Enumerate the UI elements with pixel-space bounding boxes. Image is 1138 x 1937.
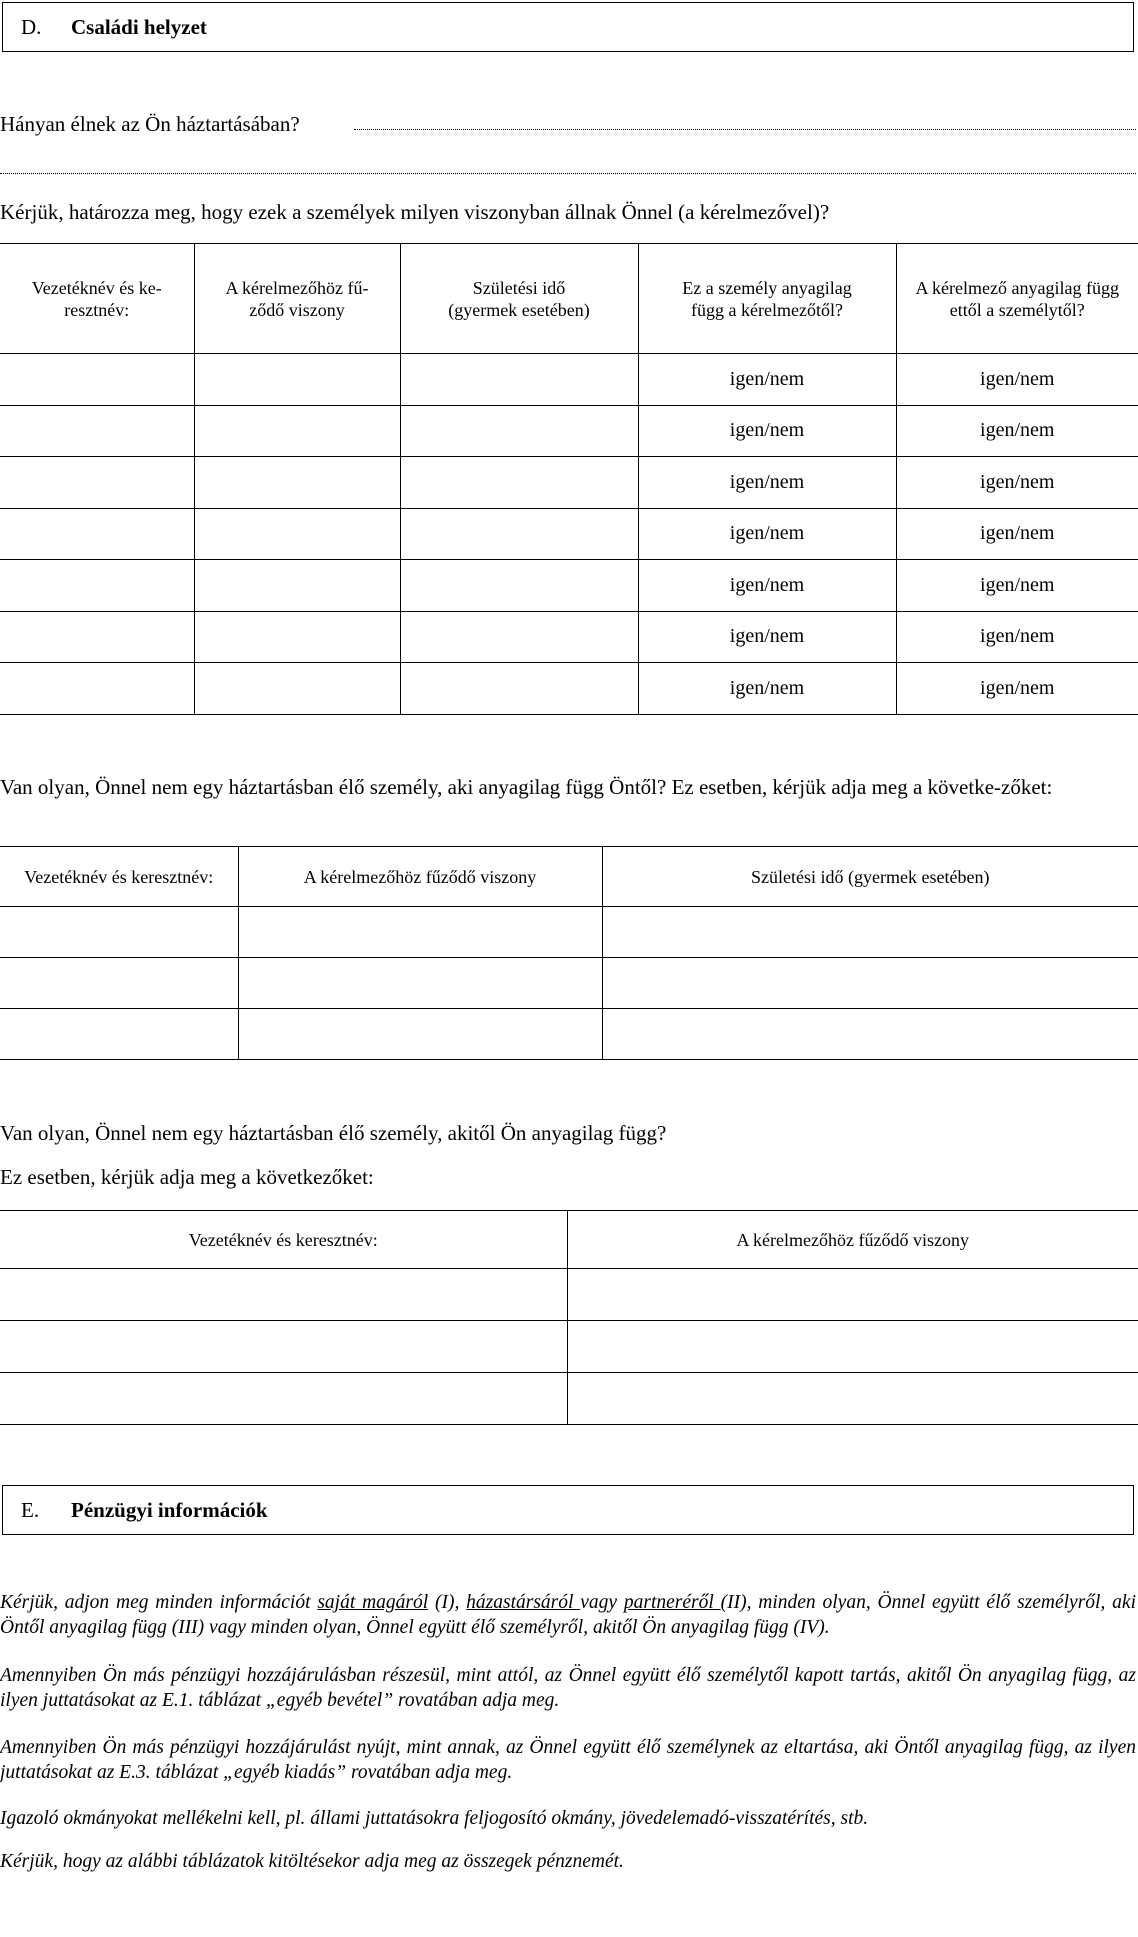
- cell-relation[interactable]: [194, 508, 400, 560]
- info-underlined-spouse: házastársáról: [466, 1592, 581, 1613]
- cell-name[interactable]: [0, 560, 194, 612]
- col-header-dependent-on-applicant: Ez a személy anyagilag függ a kérelmezőtől?: [638, 244, 896, 354]
- section-e-letter: E.: [21, 1497, 40, 1522]
- table-header-row: [0, 847, 1138, 907]
- col-header-relation: A kérelmezőhöz fű-ződő viszony: [194, 244, 400, 354]
- section-e-header: [2, 1485, 1134, 1535]
- household-answer-line[interactable]: [354, 129, 1136, 130]
- cell-birthdate[interactable]: [400, 508, 638, 560]
- cell-dependent-on-applicant[interactable]: igen/nem: [638, 354, 896, 406]
- section-d-title: Családi helyzet: [71, 14, 207, 39]
- cell-applicant-dependent[interactable]: igen/nem: [896, 663, 1138, 715]
- cell-birthdate[interactable]: [400, 560, 638, 612]
- cell-relation[interactable]: [194, 663, 400, 715]
- cell-relation[interactable]: [238, 907, 602, 958]
- table-row: [0, 405, 1138, 457]
- col-header-birthdate: Születési idő (gyermek esetében): [602, 847, 1138, 907]
- cell-dependent-on-applicant[interactable]: igen/nem: [638, 611, 896, 663]
- cell-name[interactable]: [0, 958, 238, 1009]
- household-question: Hányan élnek az Ön háztartásában?: [0, 112, 300, 136]
- outside-supporter-instruction: Ez esetben, kérjük adja meg a következőket:: [0, 1165, 374, 1189]
- cell-relation[interactable]: [567, 1321, 1138, 1373]
- cell-name[interactable]: [0, 1009, 238, 1060]
- cell-relation[interactable]: [238, 958, 602, 1009]
- table-header-row: [0, 244, 1138, 354]
- cell-dependent-on-applicant[interactable]: igen/nem: [638, 508, 896, 560]
- outside-supporter-question: Van olyan, Önnel nem egy háztartásban élő személy, akitől Ön anyagilag függ?: [0, 1121, 667, 1145]
- household-members-table: [0, 243, 1138, 715]
- household-answer-line-2[interactable]: [0, 173, 1136, 174]
- table-row: [0, 907, 1138, 958]
- cell-birthdate[interactable]: [400, 354, 638, 406]
- table-row: [0, 354, 1138, 406]
- cell-birthdate[interactable]: [602, 907, 1138, 958]
- cell-applicant-dependent[interactable]: igen/nem: [896, 611, 1138, 663]
- cell-relation[interactable]: [567, 1269, 1138, 1321]
- supporters-table: [0, 1210, 1138, 1425]
- relation-question: Kérjük, határozza meg, hogy ezek a személyek milyen viszonyban állnak Önnel (a kérelmezővel)?: [0, 200, 830, 224]
- cell-dependent-on-applicant[interactable]: igen/nem: [638, 663, 896, 715]
- cell-applicant-dependent[interactable]: igen/nem: [896, 457, 1138, 509]
- cell-relation[interactable]: [194, 405, 400, 457]
- table-row: [0, 1373, 1138, 1425]
- cell-name[interactable]: [0, 663, 194, 715]
- info-paragraph-5: Kérjük, hogy az alábbi táblázatok kitöltésekor adja meg az összegek pénznemét.: [0, 1851, 624, 1872]
- info-paragraph-2: Amennyiben Ön más pénzügyi hozzájárulásban részesül, mint attól, az Önnel együtt élő személytől kapott tartás, akitől Ön anyagilag függ, az ilyen juttatásokat az E.1. táblázat „egyéb bevétel” rovatában adja meg.: [0, 1665, 1136, 1711]
- cell-applicant-dependent[interactable]: igen/nem: [896, 560, 1138, 612]
- outside-dependents-table: [0, 846, 1138, 1060]
- section-d-letter: D.: [21, 14, 42, 39]
- info-text: (II), minden olyan, Önnel együtt élő személyről, aki Öntől anyagilag függ (III) vagy minden olyan, Önnel együtt élő személyről, akitől Ön anyagilag függ (IV).: [0, 1592, 1136, 1638]
- cell-relation[interactable]: [567, 1373, 1138, 1425]
- col-header-applicant-dependent: A kérelmező anyagilag függ ettől a személytől?: [896, 244, 1138, 354]
- table-row: [0, 1009, 1138, 1060]
- section-d-header: [2, 2, 1134, 52]
- table-header-row: [0, 1211, 1138, 1269]
- outside-dependent-question: Van olyan, Önnel nem egy háztartásban élő személy, aki anyagilag függ Öntől? Ez esetben, kérjük adja meg a követke-zőket:: [0, 775, 1053, 799]
- cell-birthdate[interactable]: [400, 611, 638, 663]
- info-paragraph-4: Igazoló okmányokat mellékelni kell, pl. állami juttatásokra feljogosító okmány, jövedelemadó-visszatérítés, stb.: [0, 1808, 869, 1829]
- cell-applicant-dependent[interactable]: igen/nem: [896, 405, 1138, 457]
- cell-birthdate[interactable]: [602, 958, 1138, 1009]
- section-e-title: Pénzügyi információk: [71, 1497, 268, 1522]
- table-row: [0, 560, 1138, 612]
- cell-birthdate[interactable]: [400, 663, 638, 715]
- col-header-name: Vezetéknév és ke-resztnév:: [0, 244, 194, 354]
- info-text: vagy: [580, 1592, 624, 1613]
- col-header-birthdate: Születési idő (gyermek esetében): [400, 244, 638, 354]
- cell-name[interactable]: [0, 907, 238, 958]
- info-text: Kérjük, adjon meg minden információt: [0, 1592, 318, 1613]
- col-header-name: Vezetéknév és keresztnév:: [0, 1211, 567, 1269]
- cell-relation[interactable]: [238, 1009, 602, 1060]
- cell-name[interactable]: [0, 1373, 567, 1425]
- table-row: [0, 1321, 1138, 1373]
- table-row: [0, 1269, 1138, 1321]
- table-row: [0, 663, 1138, 715]
- table-row: [0, 457, 1138, 509]
- cell-relation[interactable]: [194, 354, 400, 406]
- cell-dependent-on-applicant[interactable]: igen/nem: [638, 405, 896, 457]
- cell-applicant-dependent[interactable]: igen/nem: [896, 354, 1138, 406]
- cell-relation[interactable]: [194, 457, 400, 509]
- table-row: [0, 958, 1138, 1009]
- cell-applicant-dependent[interactable]: igen/nem: [896, 508, 1138, 560]
- info-paragraph-1: [0, 1590, 1136, 1640]
- info-underlined-partner: partneréről: [623, 1592, 721, 1613]
- table-row: [0, 611, 1138, 663]
- cell-name[interactable]: [0, 1321, 567, 1373]
- col-header-name: Vezetéknév és keresztnév:: [0, 847, 238, 907]
- col-header-relation: A kérelmezőhöz fűződő viszony: [238, 847, 602, 907]
- cell-dependent-on-applicant[interactable]: igen/nem: [638, 457, 896, 509]
- cell-relation[interactable]: [194, 611, 400, 663]
- cell-name[interactable]: [0, 405, 194, 457]
- cell-birthdate[interactable]: [400, 405, 638, 457]
- cell-name[interactable]: [0, 508, 194, 560]
- cell-name[interactable]: [0, 457, 194, 509]
- table-row: [0, 508, 1138, 560]
- cell-birthdate[interactable]: [602, 1009, 1138, 1060]
- cell-dependent-on-applicant[interactable]: igen/nem: [638, 560, 896, 612]
- cell-birthdate[interactable]: [400, 457, 638, 509]
- cell-name[interactable]: [0, 1269, 567, 1321]
- cell-relation[interactable]: [194, 560, 400, 612]
- col-header-relation: A kérelmezőhöz fűződő viszony: [567, 1211, 1138, 1269]
- cell-name[interactable]: [0, 611, 194, 663]
- info-underlined-self: saját magáról: [317, 1592, 429, 1613]
- cell-name[interactable]: [0, 354, 194, 406]
- info-paragraph-3: Amennyiben Ön más pénzügyi hozzájárulást nyújt, mint annak, az Önnel együtt élő személynek az eltartása, aki Öntől anyagilag függ, az ilyen juttatásokat az E.3. táblázat „egyéb kiadás” rovatában adja meg.: [0, 1737, 1136, 1783]
- info-text: (I),: [428, 1592, 467, 1613]
